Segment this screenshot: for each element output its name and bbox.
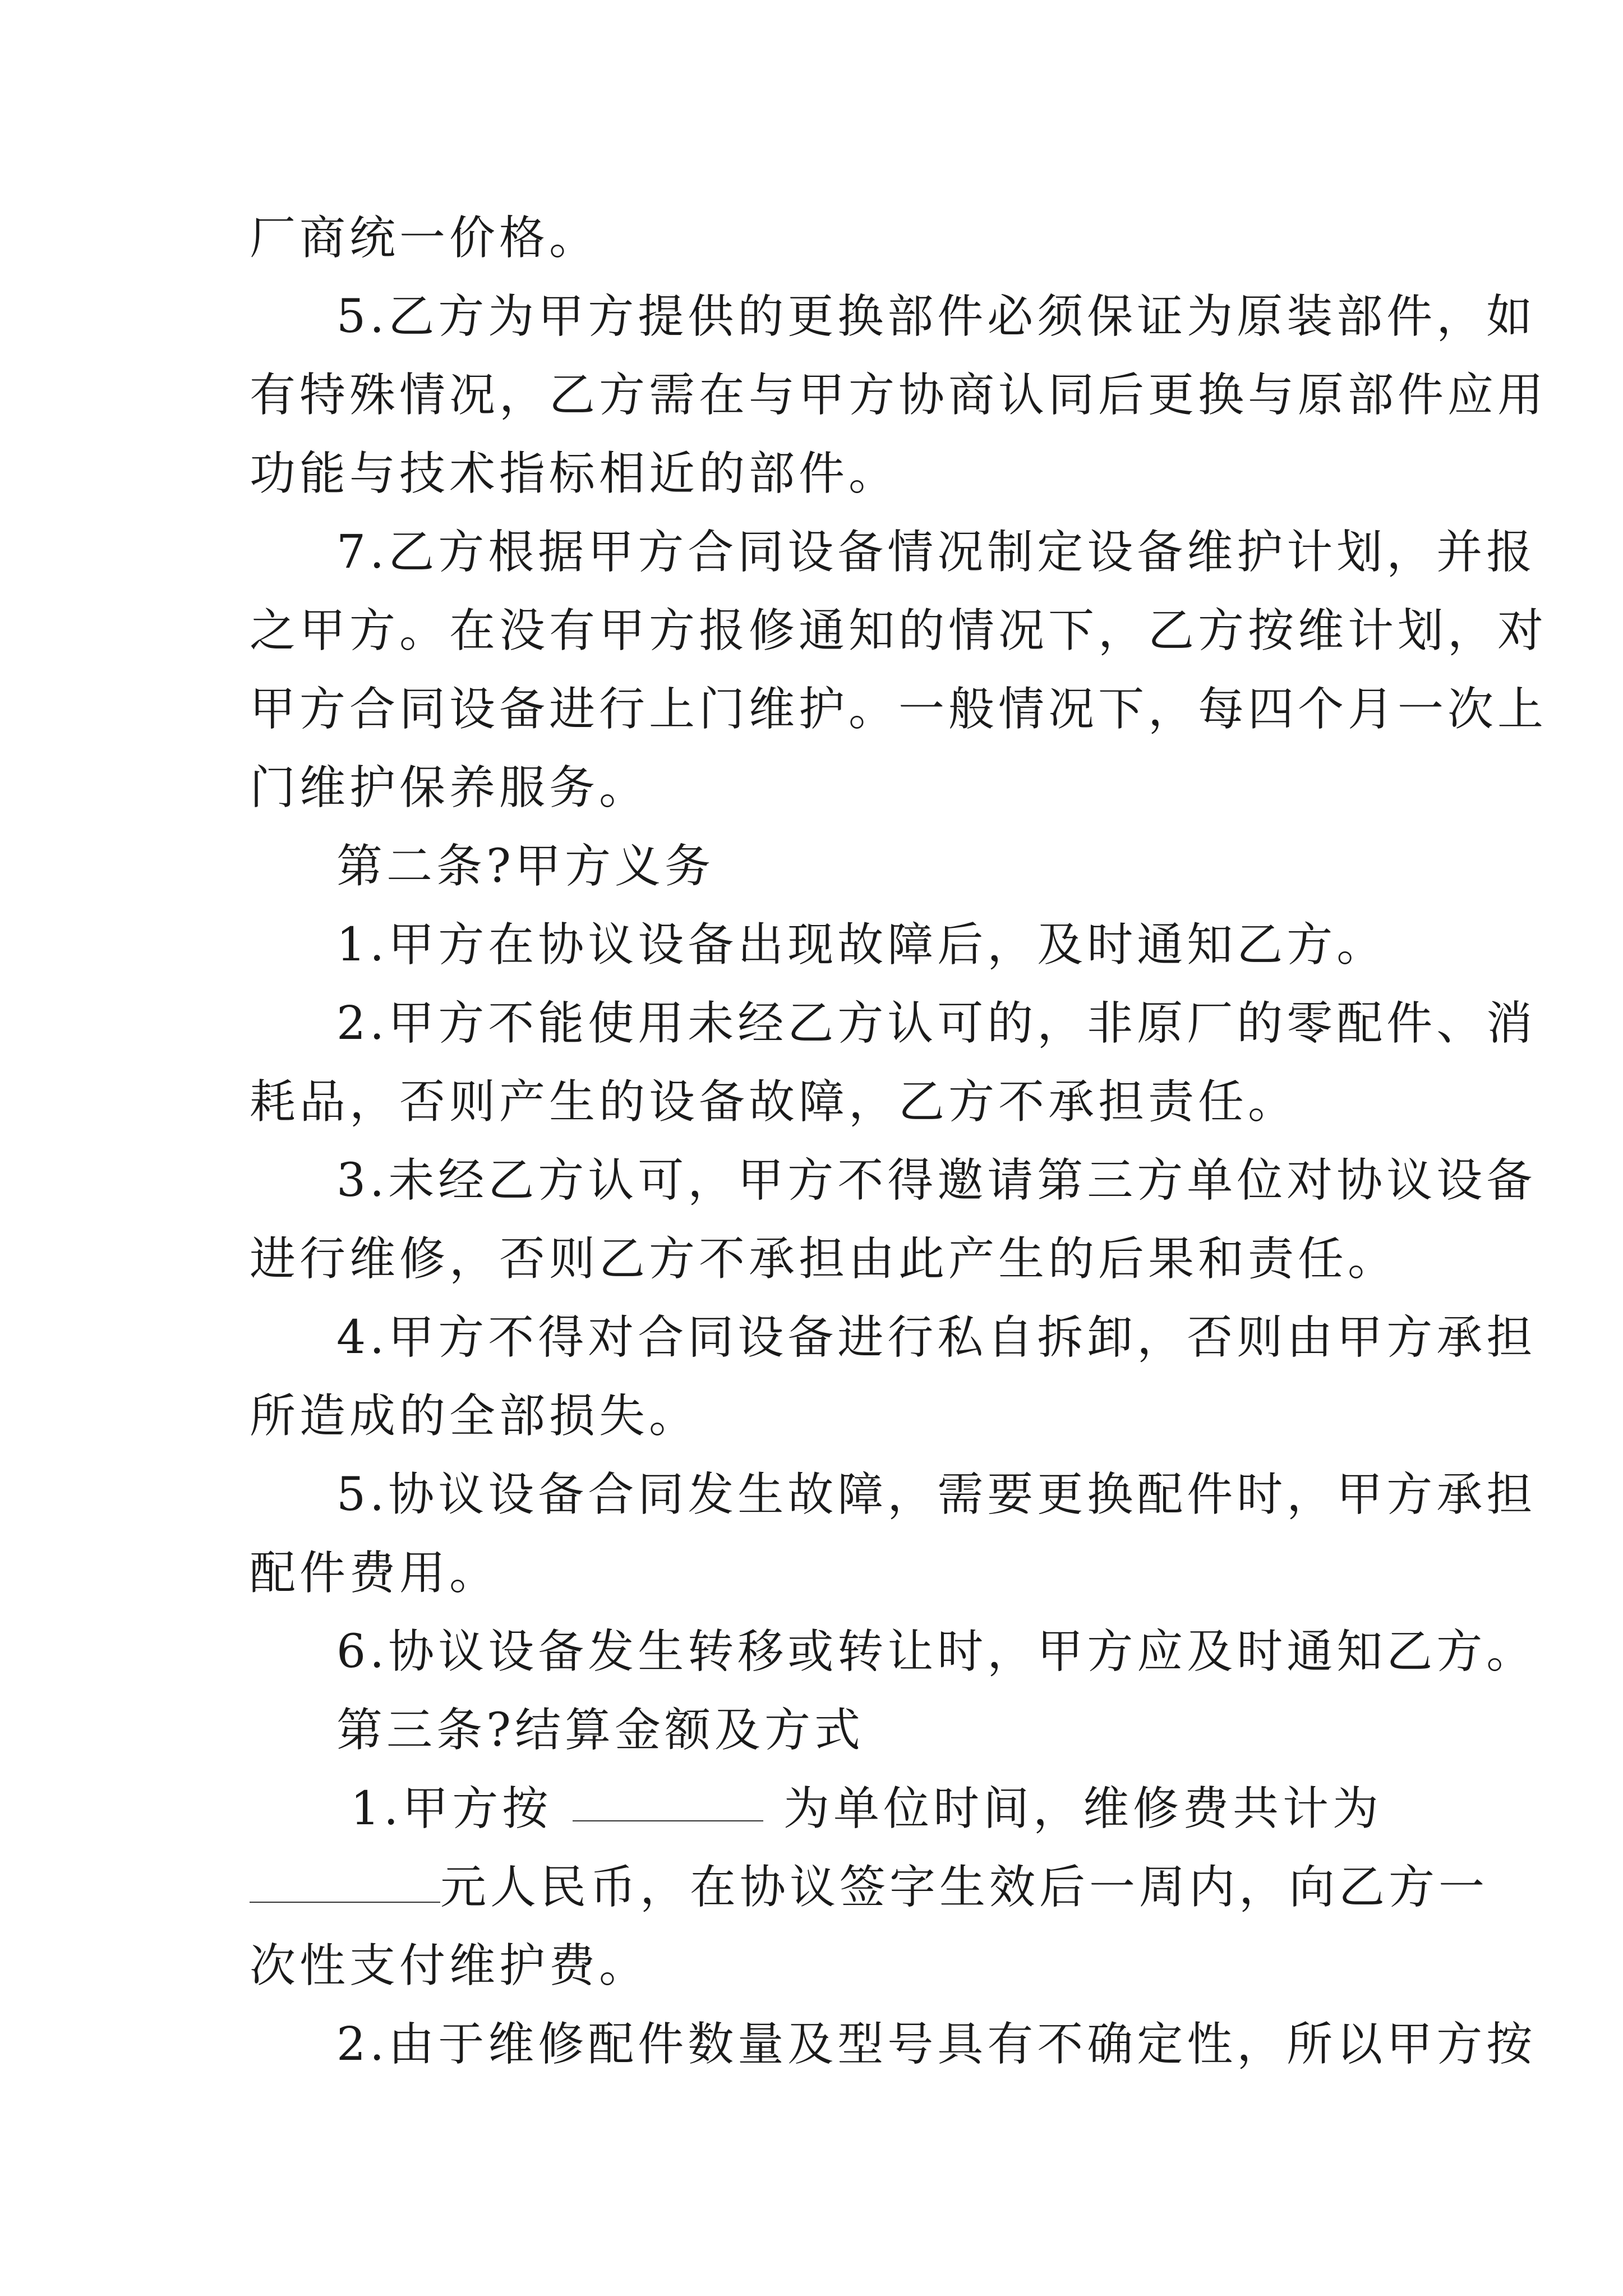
text-line: 门维护保养服务。 xyxy=(250,761,649,815)
text-line: 厂商统一价格。 xyxy=(250,211,600,265)
payment-text: 为单位时间，维修费共计为 xyxy=(783,1782,1382,1835)
section-heading: 第三条?结算金额及方式 xyxy=(336,1704,864,1757)
payment-text: 元人民币，在协议签字生效后一周内，向乙方一 xyxy=(440,1861,1489,1914)
fill-blank xyxy=(573,1781,763,1821)
text-line: 2.甲方不能使用未经乙方认可的，非原厂的零配件、消 xyxy=(336,997,1537,1050)
text-line: 耗品，否则产生的设备故障，乙方不承担责任。 xyxy=(250,1075,1298,1129)
text-line: 次性支付维护费。 xyxy=(250,1939,649,1993)
payment-line-2 xyxy=(250,1860,1488,1916)
payment-line-1 xyxy=(351,1781,1382,1837)
payment-text: 1.甲方按 xyxy=(351,1782,552,1835)
section-heading: 第二条?甲方义务 xyxy=(336,840,714,893)
text-line: 5.协议设备合同发生故障，需要更换配件时，甲方承担 xyxy=(336,1468,1537,1521)
text-line: 7.乙方根据甲方合同设备情况制定设备维护计划，并报 xyxy=(336,526,1537,579)
text-line: 配件费用。 xyxy=(250,1547,500,1600)
text-line: 2.由于维修配件数量及型号具有不确定性，所以甲方按 xyxy=(336,2018,1537,2071)
text-line: 所造成的全部损失。 xyxy=(250,1389,699,1443)
text-line: 3.未经乙方认可，甲方不得邀请第三方单位对协议设备 xyxy=(336,1154,1537,1207)
text-line: 4.甲方不得对合同设备进行私自拆卸，否则由甲方承担 xyxy=(336,1311,1537,1364)
fill-blank xyxy=(250,1862,440,1903)
text-line: 功能与技术指标相近的部件。 xyxy=(250,447,899,500)
text-line: 5.乙方为甲方提供的更换部件必须保证为原装部件，如 xyxy=(336,290,1537,343)
text-line: 进行维修，否则乙方不承担由此产生的后果和责任。 xyxy=(250,1232,1398,1286)
text-line: 1.甲方在协议设备出现故障后，及时通知乙方。 xyxy=(336,918,1387,972)
text-line: 之甲方。在没有甲方报修通知的情况下，乙方按维计划，对 xyxy=(250,604,1548,657)
text-line: 6.协议设备发生转移或转让时，甲方应及时通知乙方。 xyxy=(336,1625,1537,1678)
text-line: 甲方合同设备进行上门维护。一般情况下，每四个月一次上 xyxy=(250,683,1548,736)
text-line: 有特殊情况，乙方需在与甲方协商认同后更换与原部件应用 xyxy=(250,369,1548,422)
